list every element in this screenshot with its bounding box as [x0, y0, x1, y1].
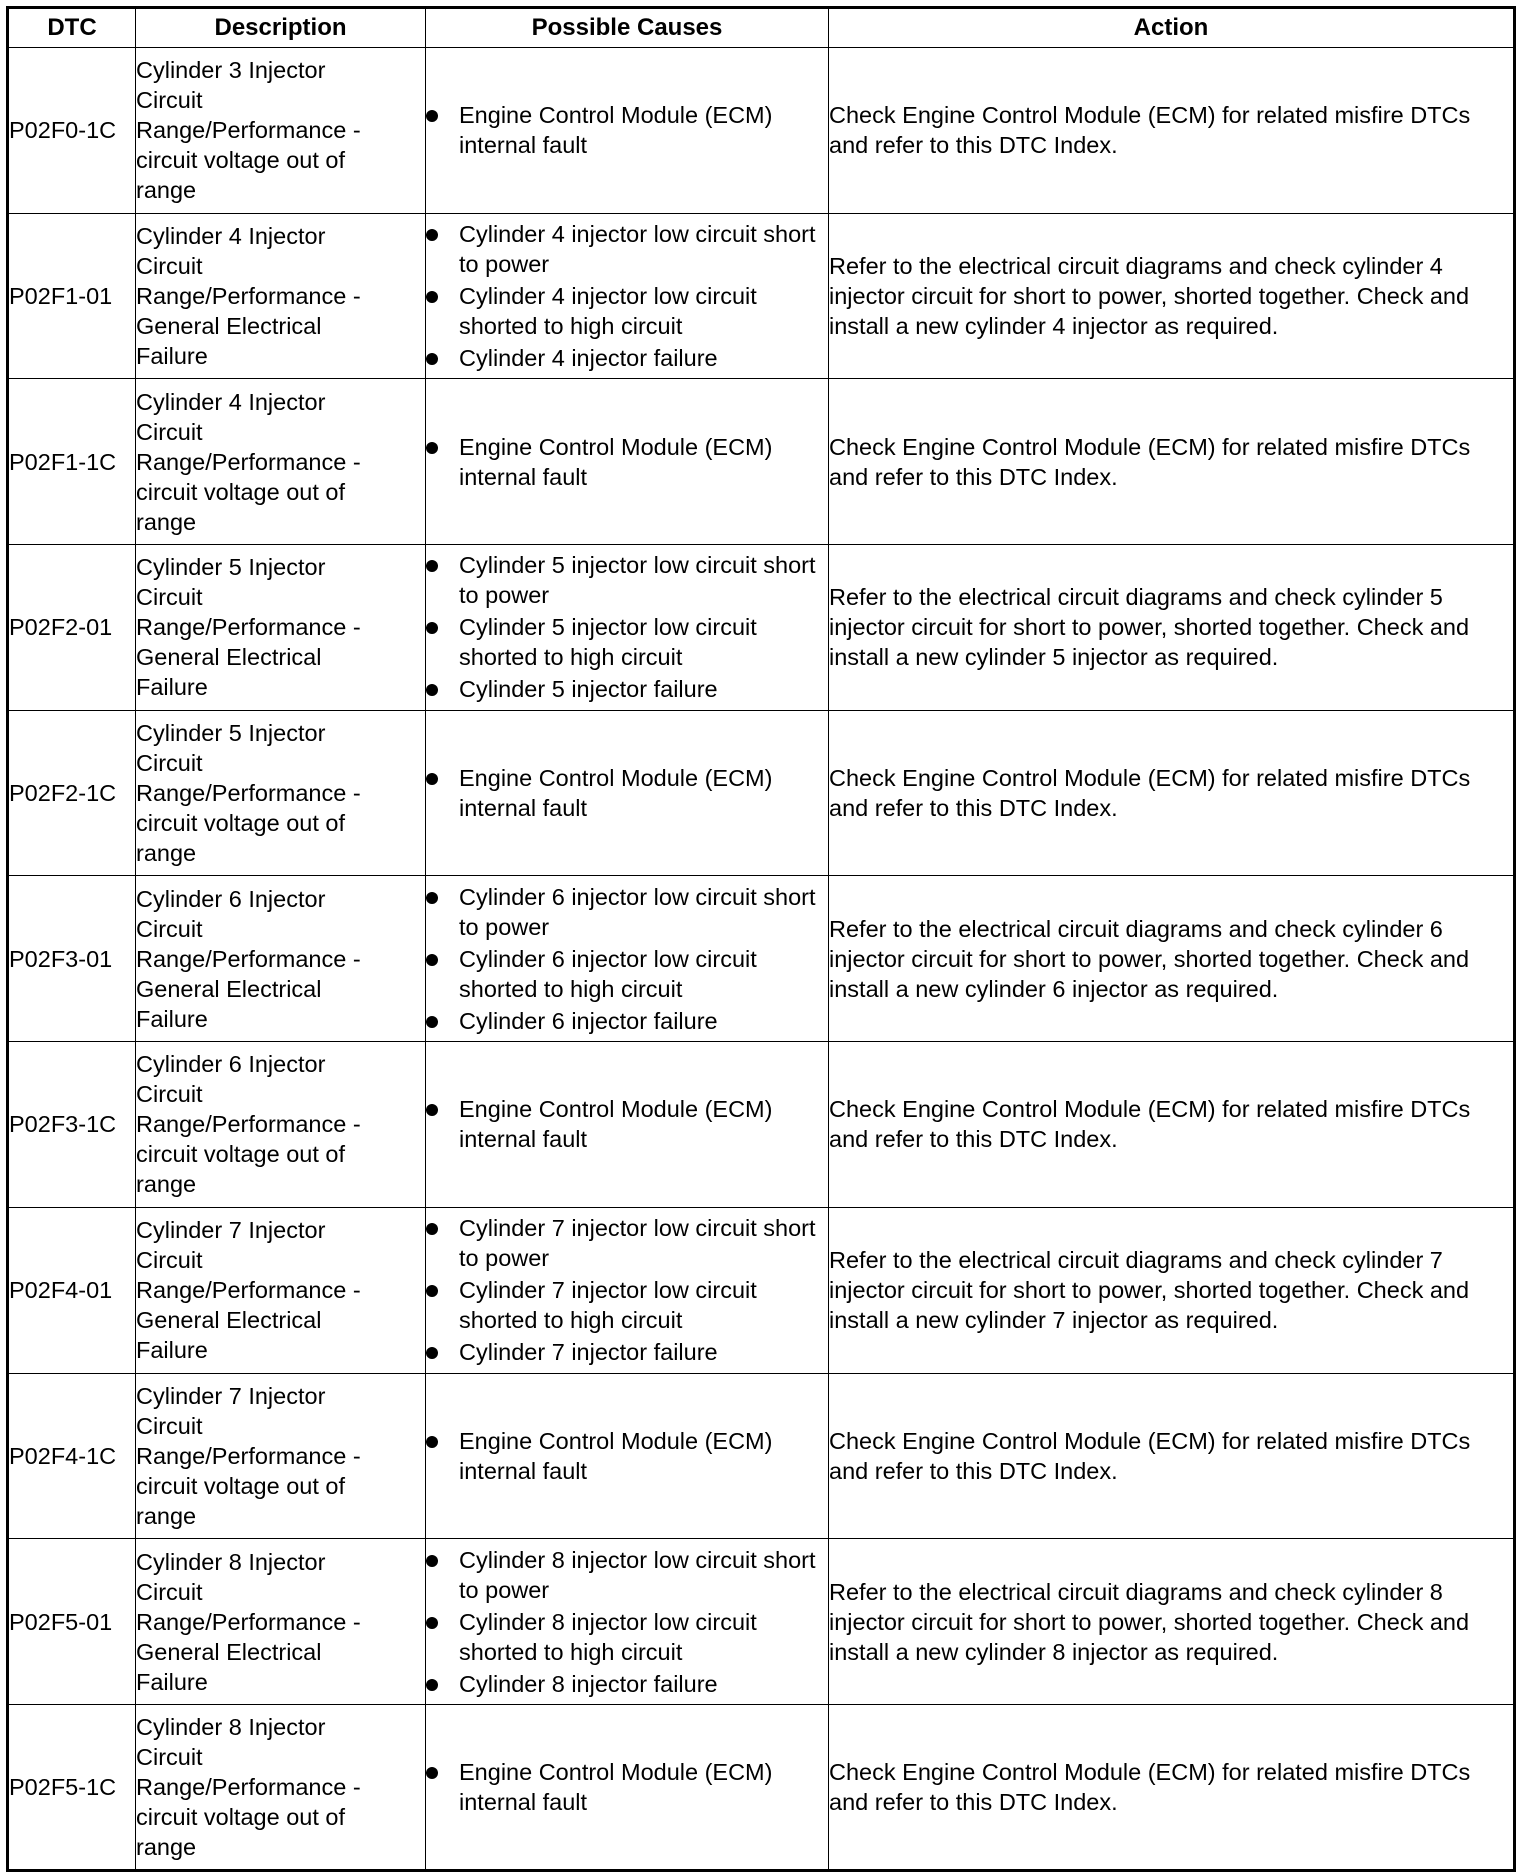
description-line: Failure: [136, 1668, 208, 1695]
causes-list: [426, 1213, 828, 1367]
bullet-icon: [426, 1767, 438, 1779]
description-line: Failure: [136, 1005, 208, 1032]
table-row: [8, 710, 1515, 876]
cause-item: [426, 612, 828, 672]
description-line: Cylinder 4 Injector: [136, 223, 326, 250]
dtc-action: Check Engine Control Module (ECM) for related misfire DTCs and refer to this DTC Index.: [829, 48, 1515, 214]
dtc-description: [136, 1539, 426, 1705]
cause-item: [426, 1337, 828, 1367]
description-line: Circuit: [136, 253, 203, 280]
possible-causes: [426, 1704, 829, 1870]
cause-text: Cylinder 5 injector failure: [459, 676, 718, 703]
description-line: range: [136, 840, 197, 867]
possible-causes: [426, 48, 829, 214]
description-line: circuit voltage out of: [136, 1472, 345, 1499]
dtc-code: P02F5-01: [8, 1539, 136, 1705]
dtc-description: [136, 379, 426, 545]
description-line: range: [136, 1833, 197, 1860]
description-line: Range/Performance -: [136, 945, 361, 972]
dtc-action: Refer to the electrical circuit diagrams and check cylinder 5 injector circuit for short to power, shorted together. Check and install a new cylinder 5 injector as required.: [829, 545, 1515, 711]
table-row: [8, 1704, 1515, 1870]
dtc-description: [136, 876, 426, 1042]
table-row: [8, 876, 1515, 1042]
cause-item: [426, 219, 828, 279]
description-line: General Electrical: [136, 975, 322, 1002]
description-line: range: [136, 177, 197, 204]
description-line: Cylinder 5 Injector: [136, 720, 326, 747]
bullet-icon: [426, 1617, 438, 1629]
description-line: Circuit: [136, 1081, 203, 1108]
bullet-icon: [426, 1436, 438, 1448]
dtc-code: P02F0-1C: [8, 48, 136, 214]
description-line: Circuit: [136, 1578, 203, 1605]
dtc-code: P02F4-01: [8, 1207, 136, 1373]
cause-text: Engine Control Module (ECM) internal fault: [459, 1758, 773, 1815]
cause-text: Cylinder 6 injector low circuit shorted to high circuit: [459, 945, 757, 1002]
cause-text: Cylinder 6 injector low circuit short to power: [459, 883, 816, 940]
dtc-table: [6, 6, 1516, 1872]
bullet-icon: [426, 1223, 438, 1235]
cause-item: [426, 1006, 828, 1036]
description-line: Range/Performance -: [136, 1773, 361, 1800]
dtc-action: Refer to the electrical circuit diagrams and check cylinder 6 injector circuit for short to power, shorted together. Check and install a new cylinder 6 injector as required.: [829, 876, 1515, 1042]
cause-item: [426, 432, 828, 492]
cause-item: [426, 1669, 828, 1699]
dtc-code: P02F1-1C: [8, 379, 136, 545]
description-line: circuit voltage out of: [136, 1141, 345, 1168]
bullet-icon: [426, 229, 438, 241]
description-line: Circuit: [136, 584, 203, 611]
description-line: Cylinder 7 Injector: [136, 1382, 326, 1409]
cause-item: [426, 343, 828, 373]
description-line: circuit voltage out of: [136, 1803, 345, 1830]
description-line: Cylinder 8 Injector: [136, 1548, 326, 1575]
description-line: Circuit: [136, 915, 203, 942]
cause-text: Cylinder 7 injector failure: [459, 1339, 718, 1366]
dtc-code: P02F2-01: [8, 545, 136, 711]
cause-item: [426, 882, 828, 942]
table-row: [8, 545, 1515, 711]
dtc-code: P02F5-1C: [8, 1704, 136, 1870]
dtc-action: Check Engine Control Module (ECM) for related misfire DTCs and refer to this DTC Index.: [829, 1042, 1515, 1208]
cause-text: Engine Control Module (ECM) internal fault: [459, 102, 773, 159]
description-line: range: [136, 508, 197, 535]
table-row: [8, 1373, 1515, 1539]
table-header-row: [8, 8, 1515, 48]
cause-text: Cylinder 5 injector low circuit shorted to high circuit: [459, 614, 757, 671]
cause-text: Cylinder 8 injector low circuit shorted to high circuit: [459, 1608, 757, 1665]
description-line: Range/Performance -: [136, 1608, 361, 1635]
possible-causes: [426, 213, 829, 379]
possible-causes: [426, 1373, 829, 1539]
causes-list: [426, 763, 828, 823]
cause-item: [426, 674, 828, 704]
description-line: General Electrical: [136, 1638, 322, 1665]
description-line: Cylinder 3 Injector: [136, 57, 326, 84]
header-description: Description: [136, 8, 426, 48]
cause-text: Cylinder 7 injector low circuit short to power: [459, 1215, 816, 1272]
bullet-icon: [426, 291, 438, 303]
bullet-icon: [426, 954, 438, 966]
cause-item: [426, 1094, 828, 1154]
bullet-icon: [426, 773, 438, 785]
header-action: Action: [829, 8, 1515, 48]
dtc-action: Refer to the electrical circuit diagrams and check cylinder 4 injector circuit for short to power, shorted together. Check and install a new cylinder 4 injector as required.: [829, 213, 1515, 379]
bullet-icon: [426, 1555, 438, 1567]
dtc-description: [136, 213, 426, 379]
bullet-icon: [426, 560, 438, 572]
dtc-document: [6, 6, 1513, 1867]
dtc-description: [136, 710, 426, 876]
possible-causes: [426, 710, 829, 876]
description-line: Range/Performance -: [136, 117, 361, 144]
cause-item: [426, 944, 828, 1004]
causes-list: [426, 432, 828, 492]
description-line: Range/Performance -: [136, 283, 361, 310]
cause-text: Engine Control Module (ECM) internal fault: [459, 765, 773, 822]
causes-list: [426, 550, 828, 704]
description-line: circuit voltage out of: [136, 147, 345, 174]
description-line: range: [136, 1502, 197, 1529]
table-body: [8, 48, 1515, 1871]
description-line: Failure: [136, 1337, 208, 1364]
cause-item: [426, 763, 828, 823]
description-line: Failure: [136, 674, 208, 701]
dtc-action: Check Engine Control Module (ECM) for related misfire DTCs and refer to this DTC Index.: [829, 710, 1515, 876]
table-row: [8, 1042, 1515, 1208]
cause-text: Cylinder 4 injector low circuit short to power: [459, 221, 816, 278]
dtc-description: [136, 545, 426, 711]
bullet-icon: [426, 1347, 438, 1359]
cause-text: Cylinder 4 injector failure: [459, 345, 718, 372]
description-line: Cylinder 5 Injector: [136, 554, 326, 581]
cause-item: [426, 100, 828, 160]
table-row: [8, 48, 1515, 214]
possible-causes: [426, 545, 829, 711]
bullet-icon: [426, 684, 438, 696]
cause-text: Cylinder 8 injector low circuit short to power: [459, 1546, 816, 1603]
description-line: General Electrical: [136, 313, 322, 340]
bullet-icon: [426, 442, 438, 454]
description-line: Circuit: [136, 87, 203, 114]
description-line: Range/Performance -: [136, 614, 361, 641]
cause-text: Cylinder 6 injector failure: [459, 1007, 718, 1034]
description-line: Cylinder 4 Injector: [136, 388, 326, 415]
dtc-action: Check Engine Control Module (ECM) for related misfire DTCs and refer to this DTC Index.: [829, 1373, 1515, 1539]
dtc-code: P02F3-01: [8, 876, 136, 1042]
description-line: Failure: [136, 343, 208, 370]
table-row: [8, 1539, 1515, 1705]
dtc-description: [136, 1704, 426, 1870]
header-possible-causes: Possible Causes: [426, 8, 829, 48]
dtc-action: Refer to the electrical circuit diagrams and check cylinder 8 injector circuit for short to power, shorted together. Check and install a new cylinder 8 injector as required.: [829, 1539, 1515, 1705]
bullet-icon: [426, 622, 438, 634]
cause-item: [426, 550, 828, 610]
description-line: Circuit: [136, 418, 203, 445]
description-line: Range/Performance -: [136, 1277, 361, 1304]
bullet-icon: [426, 1016, 438, 1028]
description-line: General Electrical: [136, 1307, 322, 1334]
description-line: General Electrical: [136, 644, 322, 671]
description-line: range: [136, 1171, 197, 1198]
possible-causes: [426, 1539, 829, 1705]
table-row: [8, 1207, 1515, 1373]
causes-list: [426, 1094, 828, 1154]
causes-list: [426, 1545, 828, 1699]
causes-list: [426, 882, 828, 1036]
cause-text: Cylinder 7 injector low circuit shorted to high circuit: [459, 1277, 757, 1334]
possible-causes: [426, 1042, 829, 1208]
cause-text: Engine Control Module (ECM) internal fault: [459, 1096, 773, 1153]
description-line: Circuit: [136, 1412, 203, 1439]
description-line: circuit voltage out of: [136, 810, 345, 837]
cause-item: [426, 1213, 828, 1273]
description-line: Range/Performance -: [136, 780, 361, 807]
bullet-icon: [426, 353, 438, 365]
dtc-code: P02F3-1C: [8, 1042, 136, 1208]
causes-list: [426, 100, 828, 160]
possible-causes: [426, 379, 829, 545]
description-line: Range/Performance -: [136, 1442, 361, 1469]
causes-list: [426, 1426, 828, 1486]
bullet-icon: [426, 1679, 438, 1691]
description-line: Circuit: [136, 1743, 203, 1770]
description-line: Range/Performance -: [136, 448, 361, 475]
cause-item: [426, 1426, 828, 1486]
possible-causes: [426, 876, 829, 1042]
bullet-icon: [426, 1285, 438, 1297]
causes-list: [426, 219, 828, 373]
description-line: Cylinder 8 Injector: [136, 1713, 326, 1740]
cause-text: Cylinder 5 injector low circuit short to power: [459, 552, 816, 609]
bullet-icon: [426, 110, 438, 122]
dtc-description: [136, 1373, 426, 1539]
description-line: Cylinder 6 Injector: [136, 1051, 326, 1078]
possible-causes: [426, 1207, 829, 1373]
description-line: Range/Performance -: [136, 1111, 361, 1138]
cause-item: [426, 1545, 828, 1605]
description-line: Circuit: [136, 1247, 203, 1274]
cause-text: Engine Control Module (ECM) internal fault: [459, 433, 773, 490]
bullet-icon: [426, 892, 438, 904]
header-dtc: DTC: [8, 8, 136, 48]
dtc-action: Check Engine Control Module (ECM) for related misfire DTCs and refer to this DTC Index.: [829, 379, 1515, 545]
dtc-description: [136, 48, 426, 214]
dtc-description: [136, 1207, 426, 1373]
dtc-action: Check Engine Control Module (ECM) for related misfire DTCs and refer to this DTC Index.: [829, 1704, 1515, 1870]
causes-list: [426, 1757, 828, 1817]
table-row: [8, 213, 1515, 379]
cause-text: Cylinder 4 injector low circuit shorted to high circuit: [459, 283, 757, 340]
description-line: circuit voltage out of: [136, 478, 345, 505]
cause-text: Cylinder 8 injector failure: [459, 1670, 718, 1697]
description-line: Cylinder 6 Injector: [136, 885, 326, 912]
dtc-code: P02F1-01: [8, 213, 136, 379]
dtc-action: Refer to the electrical circuit diagrams and check cylinder 7 injector circuit for short to power, shorted together. Check and install a new cylinder 7 injector as required.: [829, 1207, 1515, 1373]
dtc-code: P02F4-1C: [8, 1373, 136, 1539]
bullet-icon: [426, 1104, 438, 1116]
description-line: Cylinder 7 Injector: [136, 1217, 326, 1244]
dtc-code: P02F2-1C: [8, 710, 136, 876]
description-line: Circuit: [136, 750, 203, 777]
cause-item: [426, 281, 828, 341]
dtc-description: [136, 1042, 426, 1208]
cause-item: [426, 1275, 828, 1335]
cause-item: [426, 1757, 828, 1817]
cause-item: [426, 1607, 828, 1667]
table-row: [8, 379, 1515, 545]
cause-text: Engine Control Module (ECM) internal fault: [459, 1427, 773, 1484]
